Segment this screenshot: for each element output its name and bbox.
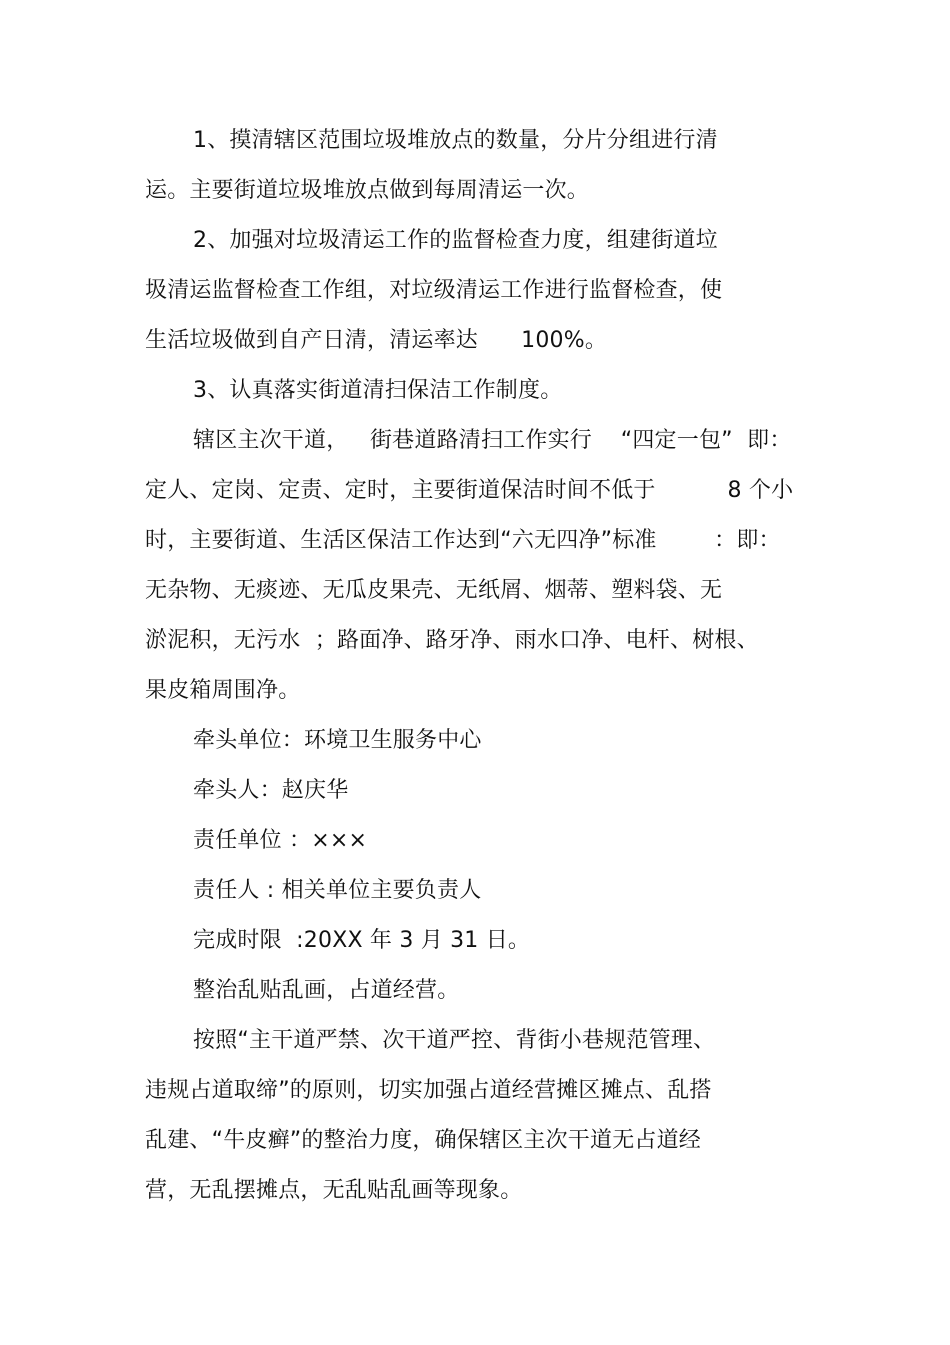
text-line: 违规占道取缔”的原则，切实加强占道经营摊区摊点、乱搭 [145,1078,712,1103]
text-line: 运。主要街道垃圾堆放点做到每周清运一次。 [145,178,590,203]
text-line: 责任人 : 相关单位主要负责人 [193,878,482,903]
text-line: 营，无乱摆摊点，无乱贴乱画等现象。 [145,1178,523,1203]
text-line: 3、认真落实街道清扫保洁工作制度。 [193,378,563,403]
text-line: 责任单位 ：××× [193,828,368,853]
text-line: 乱建、“牛皮癣”的整治力度，确保辖区主次干道无占道经 [145,1128,701,1153]
text-line: 1、摸清辖区范围垃圾堆放点的数量，分片分组进行清 [193,128,718,153]
text-line: 牵头人：赵庆华 [193,778,349,803]
text-line: 定人、定岗、定责、定时，主要街道保洁时间不低于 8 个小 [145,478,794,503]
text-line: 按照“主干道严禁、次干道严控、背街小巷规范管理、 [193,1028,716,1053]
text-line: 2、加强对垃圾清运工作的监督检查力度，组建街道垃 [193,228,718,253]
text-line: 生活垃圾做到自产日清，清运率达 100%。 [145,328,608,353]
text-line: 无杂物、无痰迹、无瓜皮果壳、无纸屑、烟蒂、塑料袋、无 [145,578,723,603]
text-line: 完成时限 :20XX 年 3 月 31 日。 [193,928,531,953]
text-line: 淤泥积，无污水 ；路面净、路牙净、雨水口净、电杆、树根、 [145,628,759,653]
text-line: 辖区主次干道， 街巷道路清扫工作实行 “四定一包” 即： [193,428,792,453]
text-line: 果皮箱周围净。 [145,678,301,703]
text-line: 整治乱贴乱画，占道经营。 [193,978,460,1003]
text-line: 时，主要街道、生活区保洁工作达到“六无四净”标准 ：即： [145,528,781,553]
text-line: 牵头单位：环境卫生服务中心 [193,728,482,753]
text-line: 圾清运监督检查工作组，对垃级清运工作进行监督检查，使 [145,278,723,303]
